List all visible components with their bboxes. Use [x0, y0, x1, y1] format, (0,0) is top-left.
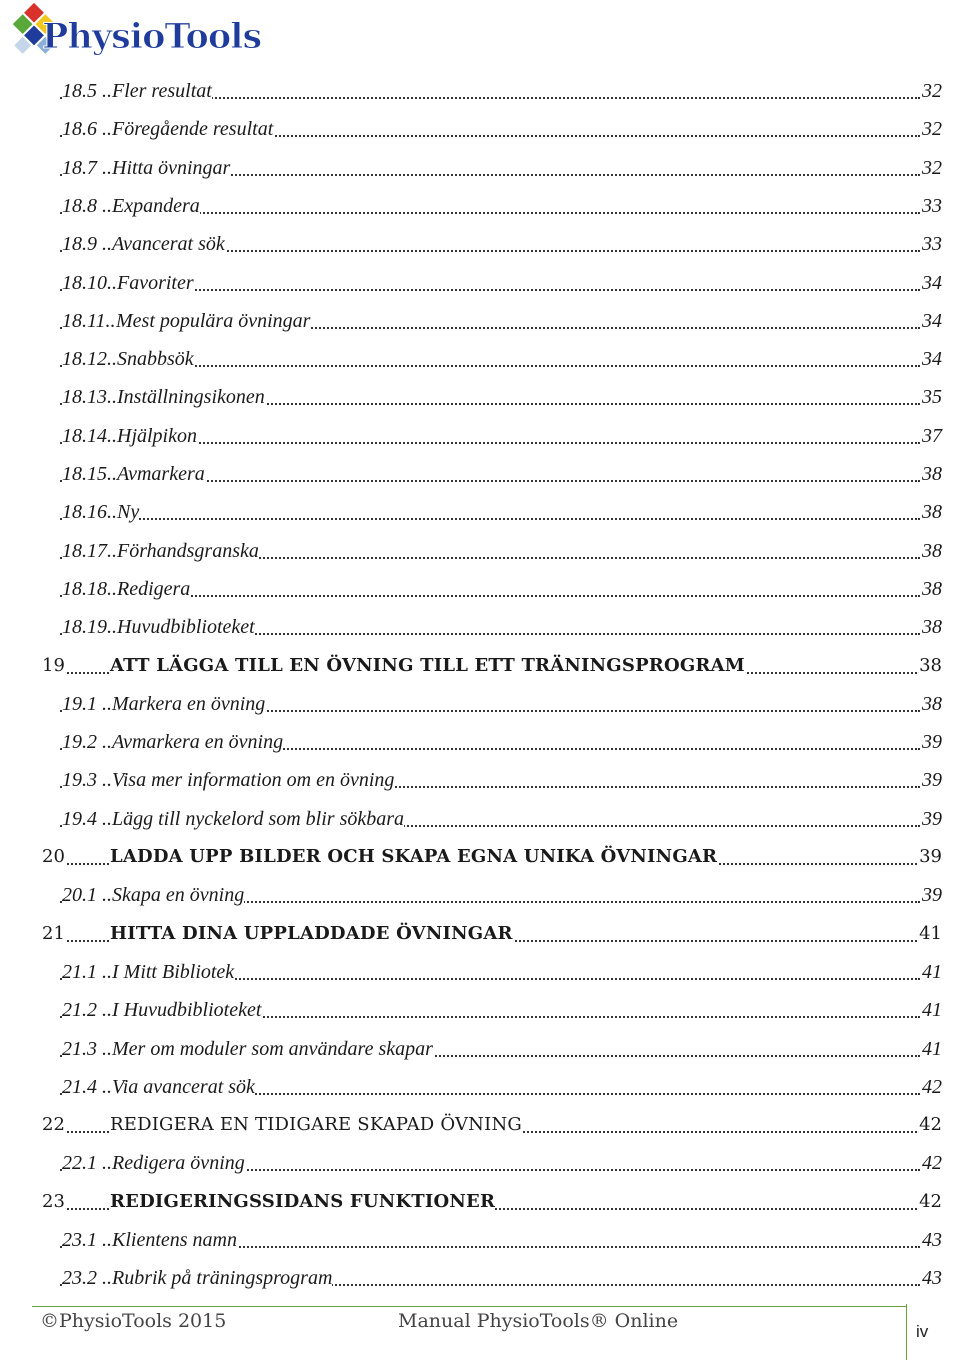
toc-entry-title: Avmarkera en övning	[112, 731, 284, 754]
footer-copyright: ©PhysioTools 2015	[40, 1310, 227, 1332]
toc-entry-page: 39	[922, 807, 942, 830]
toc-entry-title: Mer om moduler som användare skapar	[112, 1037, 433, 1060]
footer-rule	[32, 1306, 906, 1307]
toc-entry-number: 18.7 ..	[62, 156, 112, 179]
toc-entry[interactable]	[0, 838, 960, 876]
toc-entry[interactable]	[0, 1259, 960, 1297]
toc-entry-title: Rubrik på träningsprogram	[112, 1267, 333, 1290]
toc-entry[interactable]	[0, 1030, 960, 1068]
toc-entry[interactable]	[0, 532, 960, 570]
toc-entry[interactable]	[0, 991, 960, 1029]
toc-entry-number: 18.18..	[62, 577, 117, 600]
toc-entry[interactable]	[0, 72, 960, 110]
toc-entry-page: 42	[922, 1152, 942, 1175]
toc-entry[interactable]	[0, 1183, 960, 1221]
toc-entry[interactable]	[0, 149, 960, 187]
toc-entry[interactable]	[0, 761, 960, 799]
toc-entry-title: ATT LÄGGA TILL EN ÖVNING TILL ETT TRÄNINGSPROGRAM	[110, 653, 745, 679]
toc-entry-number: 19.4 ..	[62, 807, 112, 830]
toc-entry-title: Avancerat sök	[112, 233, 225, 256]
toc-entry-page: 39	[922, 731, 942, 754]
toc-entry-number: 18.19..	[62, 616, 117, 639]
toc-entry[interactable]	[0, 225, 960, 263]
toc-entry-number: 18.10..	[62, 271, 117, 294]
toc-entry-title: Föregående resultat	[112, 118, 274, 141]
toc-entry-page: 32	[922, 156, 942, 179]
toc-entry-title: I Mitt Bibliotek	[112, 960, 235, 983]
toc-entry[interactable]	[0, 1144, 960, 1182]
toc-entry[interactable]	[0, 1068, 960, 1106]
toc-entry-title: Via avancerat sök	[112, 1075, 255, 1098]
footer-page-number: iv	[916, 1322, 929, 1341]
toc-entry-title: Hjälpikon	[117, 424, 197, 447]
toc-entry-page: 41	[917, 921, 942, 947]
toc-entry-page: 42	[917, 1189, 942, 1215]
toc-entry-title: Redigera	[117, 577, 191, 600]
toc-entry-page: 38	[922, 616, 942, 639]
toc-entry[interactable]	[0, 493, 960, 531]
toc-entry-number: 23.2 ..	[62, 1267, 112, 1290]
toc-entry-page: 38	[922, 577, 942, 600]
toc-entry-title: Favoriter	[117, 271, 194, 294]
toc-entry-page: 38	[922, 463, 942, 485]
toc-entry[interactable]	[0, 915, 960, 953]
toc-entry[interactable]	[0, 110, 960, 148]
toc-entry-number: 19.3 ..	[62, 769, 112, 792]
toc-entry[interactable]	[0, 647, 960, 685]
toc-entry-title: Klientens namn	[112, 1229, 237, 1251]
toc-entry[interactable]	[0, 340, 960, 378]
toc-entry-number: 19.2 ..	[62, 731, 112, 754]
toc-entry[interactable]	[0, 417, 960, 455]
toc-entry-title: Mest populära övningar	[116, 309, 311, 332]
toc-entry-page: 32	[922, 80, 942, 102]
toc-entry-number: 18.15..	[62, 463, 117, 485]
toc-entry[interactable]	[0, 455, 960, 493]
toc-dot-leader	[60, 518, 920, 520]
toc-entry-number: 21.1 ..	[62, 960, 112, 983]
toc-entry-number: 21.4 ..	[62, 1075, 112, 1098]
toc-entry[interactable]	[0, 685, 960, 723]
toc-entry-number: 23.1 ..	[62, 1229, 112, 1251]
toc-entry[interactable]	[0, 608, 960, 646]
toc-entry-number: 20.1 ..	[62, 884, 112, 907]
toc-entry[interactable]	[0, 378, 960, 416]
toc-entry-title: Hitta övningar	[112, 156, 231, 179]
toc-entry-title: Visa mer information om en övning	[112, 769, 395, 792]
toc-entry[interactable]	[0, 264, 960, 302]
toc-entry-page: 42	[917, 1112, 942, 1138]
toc-entry-page: 39	[917, 844, 942, 870]
toc-entry[interactable]	[0, 800, 960, 838]
toc-entry-page: 38	[922, 539, 942, 562]
logo-mark-icon	[4, 0, 268, 72]
toc-entry-title: Huvudbiblioteket	[117, 616, 255, 639]
toc-entry-page: 33	[922, 194, 942, 217]
toc-entry-page: 38	[917, 653, 942, 679]
toc-entry-number: 18.13..	[62, 386, 117, 409]
toc-entry[interactable]	[0, 1221, 960, 1259]
toc-entry-number: 18.8 ..	[62, 194, 112, 217]
toc-entry-number: 19	[42, 653, 65, 679]
toc-entry-page: 41	[922, 999, 942, 1022]
toc-entry-title: Fler resultat	[112, 80, 212, 102]
toc-entry[interactable]	[0, 187, 960, 225]
toc-entry-number: 18.17..	[62, 539, 117, 562]
toc-entry-page: 42	[922, 1075, 942, 1098]
toc-entry[interactable]	[0, 723, 960, 761]
toc-entry-number: 22.1 ..	[62, 1152, 112, 1175]
physiotools-logo	[4, 0, 268, 72]
toc-entry-title: Förhandsgranska	[117, 539, 259, 562]
toc-entry-title: HITTA DINA UPPLADDADE ÖVNINGAR	[110, 921, 513, 947]
toc-entry-number: 20	[42, 844, 65, 870]
toc-entry-page: 39	[922, 769, 942, 792]
toc-entry-title: Markera en övning	[112, 692, 266, 715]
page-footer	[0, 1300, 960, 1363]
toc-entry-number: 18.12..	[62, 348, 117, 371]
toc-entry-title: Redigera övning	[112, 1152, 245, 1175]
toc-entry-number: 22	[42, 1112, 65, 1138]
toc-entry[interactable]	[0, 302, 960, 340]
toc-entry-title: Skapa en övning	[112, 884, 245, 907]
toc-entry-page: 39	[922, 884, 942, 907]
toc-entry-title: I Huvudbiblioteket	[112, 999, 262, 1022]
toc-entry-page: 43	[922, 1267, 942, 1290]
toc-entry-title: LADDA UPP BILDER OCH SKAPA EGNA UNIKA ÖVNINGAR	[110, 844, 717, 870]
toc-entry-page: 34	[922, 348, 942, 371]
toc-entry-number: 18.6 ..	[62, 118, 112, 141]
toc-entry[interactable]	[0, 570, 960, 608]
toc-entry-number: 18.5 ..	[62, 80, 112, 102]
toc-entry-number: 19.1 ..	[62, 692, 112, 715]
toc-entry-number: 18.9 ..	[62, 233, 112, 256]
toc-entry-title: REDIGERINGSSIDANS FUNKTIONER	[110, 1189, 495, 1215]
toc-entry-page: 35	[922, 386, 942, 409]
toc-entry-page: 41	[922, 960, 942, 983]
toc-entry[interactable]	[0, 1106, 960, 1144]
logo-text: PhysioTools	[42, 16, 262, 57]
toc-entry-number: 21.2 ..	[62, 999, 112, 1022]
toc-entry-page: 34	[922, 309, 942, 332]
toc-entry-number: 21	[42, 921, 65, 947]
toc-entry[interactable]	[0, 953, 960, 991]
toc-entry-title: Avmarkera	[117, 463, 205, 485]
toc-entry-number: 18.14..	[62, 424, 117, 447]
toc-entry-page: 38	[922, 501, 942, 524]
toc-entry-number: 18.16..	[62, 501, 117, 524]
toc-entry-number: 23	[42, 1189, 65, 1215]
toc-entry-title: Snabbsök	[117, 348, 194, 371]
footer-page-divider	[906, 1304, 907, 1360]
toc-entry-page: 34	[922, 271, 942, 294]
toc-entry-title: Lägg till nyckelord som blir sökbara	[112, 807, 405, 830]
toc-entry-number: 18.11..	[62, 309, 116, 332]
toc-entry-page: 37	[922, 424, 942, 447]
toc-entry-page: 38	[922, 692, 942, 715]
toc-entry[interactable]	[0, 876, 960, 914]
toc-entry-page: 43	[922, 1229, 942, 1251]
toc-entry-page: 32	[922, 118, 942, 141]
toc-entry-title: Inställningsikonen	[117, 386, 265, 409]
toc-entry-title: Expandera	[112, 194, 200, 217]
toc-entry-title: REDIGERA EN TIDIGARE SKAPAD ÖVNING	[110, 1112, 522, 1138]
toc-entry-title: Ny	[117, 501, 140, 524]
toc-entry-number: 21.3 ..	[62, 1037, 112, 1060]
toc-entry-page: 41	[922, 1037, 942, 1060]
toc-entry-page: 33	[922, 233, 942, 256]
footer-manual-title: Manual PhysioTools® Online	[398, 1310, 679, 1332]
